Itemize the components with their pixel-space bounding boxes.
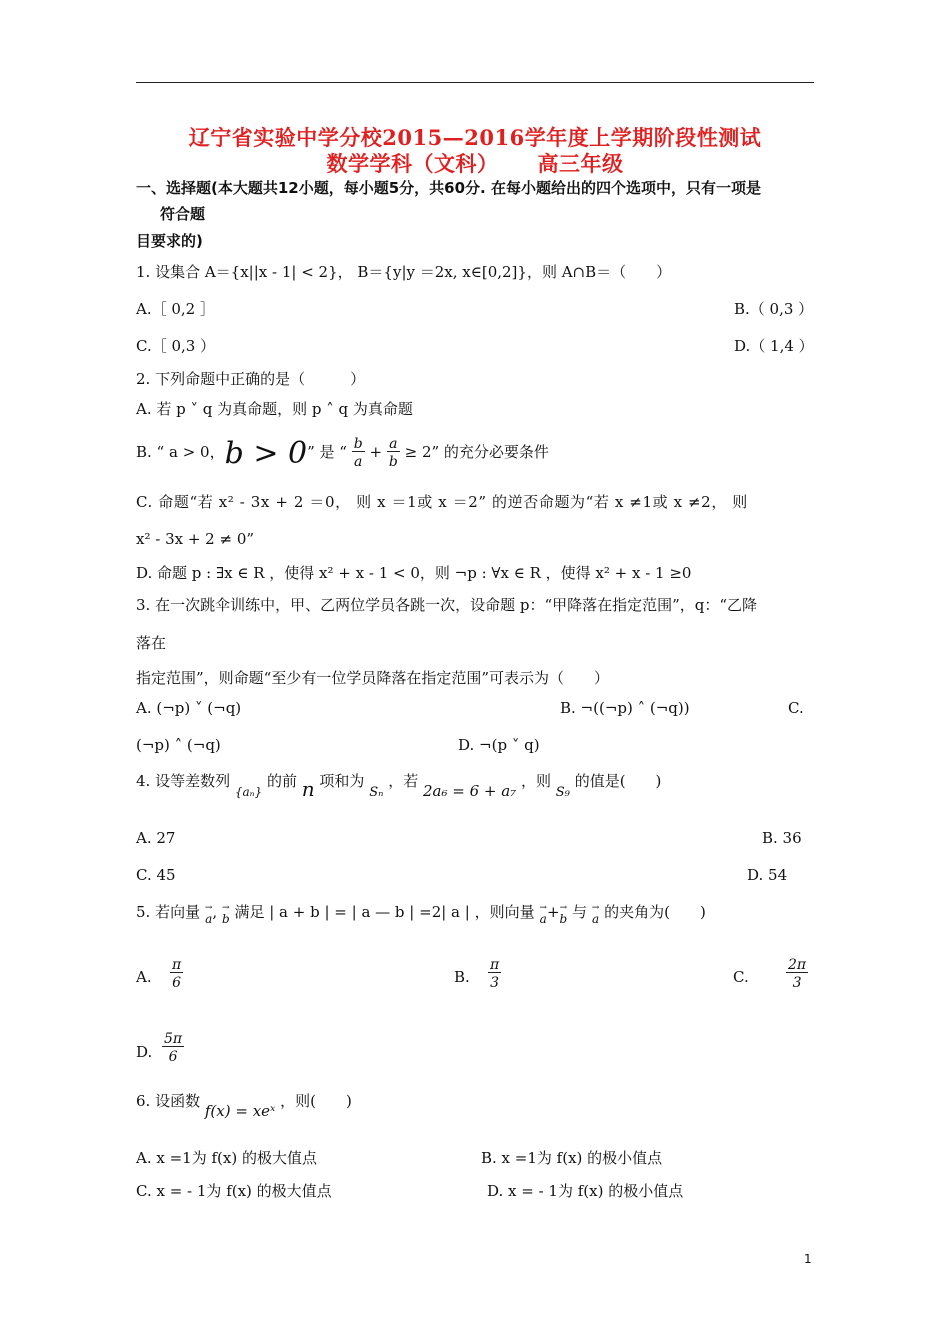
- q4-option-b: B. 36: [762, 829, 802, 847]
- q3-stem-cont: 落在: [136, 634, 167, 652]
- exam-subtitle: 数学学科（文科） 高三年级: [326, 151, 624, 176]
- q2-option-c-cont: x² - 3x + 2 ≠ 0”: [136, 530, 255, 548]
- q3-option-c: (¬p) ˄ (¬q): [136, 736, 221, 754]
- q2-option-c: C. 命题“若 x² - 3x + 2 ＝0， 则 x ＝1或 x ＝2” 的逆否命题为“若 x ≠1或 x ≠2， 则: [136, 493, 748, 511]
- q1-option-a: A.［ 0,2 ］: [136, 300, 215, 318]
- q5-option-c-label: C.: [733, 968, 749, 986]
- q1-option-d: D.（ 1,4 ）: [734, 337, 814, 355]
- q3-option-a: A. (¬p) ˅ (¬q): [136, 699, 242, 717]
- q2-option-d: D. 命题 p : ∃x ∈ R ，使得 x² + x - 1 < 0，则 ¬p : ∀x ∈ R ，使得 x² + x - 1 ≥0: [136, 564, 692, 582]
- q6-option-c: C. x = - 1为 f(x) 的极大值点: [136, 1182, 332, 1200]
- a-over-b-fraction: $\frac{a}{b}$: [388, 436, 398, 470]
- header-rule: [136, 82, 814, 83]
- q3-stem: 3. 在一次跳伞训练中，甲、乙两位学员各跳一次，设命题 p：“甲降落在指定范围”，q：“乙降: [136, 596, 758, 614]
- page-number: 1: [804, 1252, 812, 1266]
- q1-stem: 1. 设集合 A＝{x||x - 1| < 2}， B＝{y|y ＝2x, x∈[0,2]}，则 A∩B＝（ ）: [136, 263, 672, 281]
- q2-stem: 2. 下列命题中正确的是（ ）: [136, 370, 366, 388]
- q4-option-a: A. 27: [136, 829, 176, 847]
- section-heading-cont: 符合题: [160, 205, 206, 223]
- q4-option-c: C. 45: [136, 866, 176, 884]
- q4-stem: 4. 设等差数列 $_{\{a_n\}}$ 的前 n 项和为 Sₙ ，若 2a₆ = 6 + a₇ ，则 S₉ 的值是( ): [136, 772, 662, 801]
- q6-stem: 6. 设函数 f(x) = xeˣ ，则( ): [136, 1092, 352, 1120]
- q1-option-b: B.（ 0,3 ）: [734, 300, 814, 318]
- b-over-a-fraction: $\frac{b}{a}$: [353, 436, 363, 470]
- q5-option-d: $\frac{5\pi}{6}$: [164, 1031, 183, 1065]
- q2-option-a: A. 若 p ˅ q 为真命题，则 p ˄ q 为真命题: [136, 400, 413, 418]
- q5-option-a-label: A.: [136, 968, 152, 986]
- q2-option-b: B. “ a > 0，b > 0” 是 “ $\frac{b}{a}$ + $\frac{a}{b}$ ≥ 2” 的充分必要条件: [136, 436, 549, 471]
- q4-option-d: D. 54: [747, 866, 788, 884]
- q5-option-c: $\frac{2\pi}{3}$: [788, 957, 807, 991]
- q3-option-b: B. ¬((¬p) ˄ (¬q)): [560, 699, 690, 717]
- q3-option-d: D. ¬(p ˅ q): [458, 736, 540, 754]
- q6-option-a: A. x =1为 f(x) 的极大值点: [136, 1149, 317, 1167]
- q6-option-d: D. x = - 1为 f(x) 的极小值点: [487, 1182, 684, 1200]
- q5-option-d-label: D.: [136, 1043, 153, 1061]
- q5-option-b: $\frac{\pi}{3}$: [490, 957, 500, 991]
- q3-stem-cont2: 指定范围”，则命题“至少有一位学员降落在指定范围”可表示为（ ）: [136, 669, 610, 687]
- q5-stem: 5. 若向量 → a, → b 满足 | a + b | = | a — b | =2| a | ，则向量 → a+ → b 与 → a 的夹角为( ): [136, 903, 706, 926]
- section-heading: 一、选择题(本大题共12小题，每小题5分，共60分. 在每小题给出的四个选项中，只有一项是: [136, 179, 761, 197]
- q3-option-c-label: C.: [788, 699, 804, 717]
- exam-title: 辽宁省实验中学分校2015—2016学年度上学期阶段性测试: [188, 125, 762, 150]
- q1-option-c: C.［ 0,3 ）: [136, 337, 216, 355]
- q6-option-b: B. x =1为 f(x) 的极小值点: [481, 1149, 663, 1167]
- section-heading-cont2: 目要求的): [136, 232, 203, 250]
- q5-option-b-label: B.: [454, 968, 470, 986]
- q5-option-a: $\frac{\pi}{6}$: [172, 957, 182, 991]
